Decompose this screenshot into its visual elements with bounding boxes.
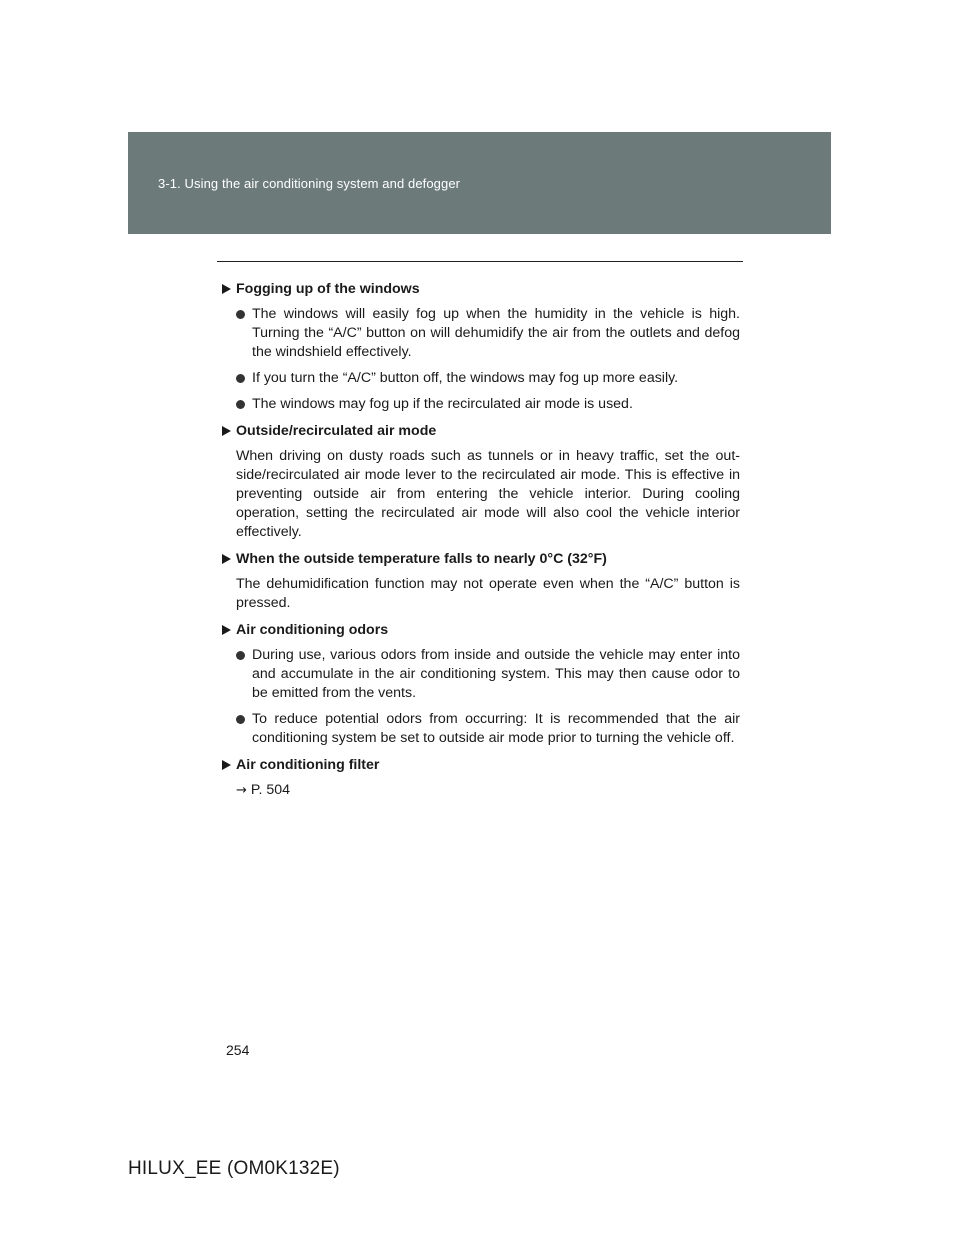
section-outside-temperature [220,550,740,613]
page-reference [220,781,740,800]
circle-bullet-icon [236,310,245,319]
list-item: To reduce potential odors from occurring: It is recommended that the air conditioning system be set to outside air mode prior to turning the vehicle off. [220,710,740,748]
section-air-mode [220,422,740,542]
section-odors [220,621,740,748]
page-number: 254 [226,1042,250,1058]
page-content [220,280,740,808]
section-heading: When the outside temperature falls to nearly 0°C (32°F) [220,550,740,569]
section-heading: Outside/recirculated air mode [220,422,740,441]
top-divider [217,261,743,262]
section-heading: Air conditioning odors [220,621,740,640]
list-item: The windows may fog up if the recirculated air mode is used. [220,395,740,414]
triangle-bullet-icon [222,426,231,436]
triangle-bullet-icon [222,554,231,564]
section-title: 3-1. Using the air conditioning system and defogger [158,176,461,191]
section-paragraph: The dehumidification function may not operate even when the “A/C” button is pressed. [236,576,740,611]
circle-bullet-icon [236,400,245,409]
page-reference-link[interactable]: P. 504 [250,782,291,798]
list-item: During use, various odors from inside and outside the vehicle may enter into and accumulate in the air conditioning system. This may then cause odor to be emitted from the vents. [220,646,740,703]
circle-bullet-icon [236,715,245,724]
section-paragraph: When driving on dusty roads such as tunnels or in heavy traffic, set the outside/recirculated air mode lever to the recirculated air mode. This is effective in preventing outside air from entering the vehicle interior. During cooling operation, setting the recirculated air mode will also cool the vehicle interior effectively. [236,448,740,540]
triangle-bullet-icon [222,760,231,770]
circle-bullet-icon [236,651,245,660]
section-heading: Fogging up of the windows [220,280,740,299]
footer-model-code: HILUX_EE (OM0K132E) [128,1158,340,1179]
section-fogging [220,280,740,414]
triangle-bullet-icon [222,284,231,294]
triangle-bullet-icon [222,625,231,635]
list-item: If you turn the “A/C” button off, the windows may fog up more easily. [220,369,740,388]
section-heading: Air conditioning filter [220,756,740,775]
arrow-right-icon: → [236,783,247,798]
section-filter [220,756,740,800]
list-item: The windows will easily fog up when the humidity in the vehicle is high. Turning the “A/C” button on will dehumidify the air from the outlets and defog the windshield effectively. [220,305,740,362]
circle-bullet-icon [236,374,245,383]
section-header-band [128,132,831,234]
